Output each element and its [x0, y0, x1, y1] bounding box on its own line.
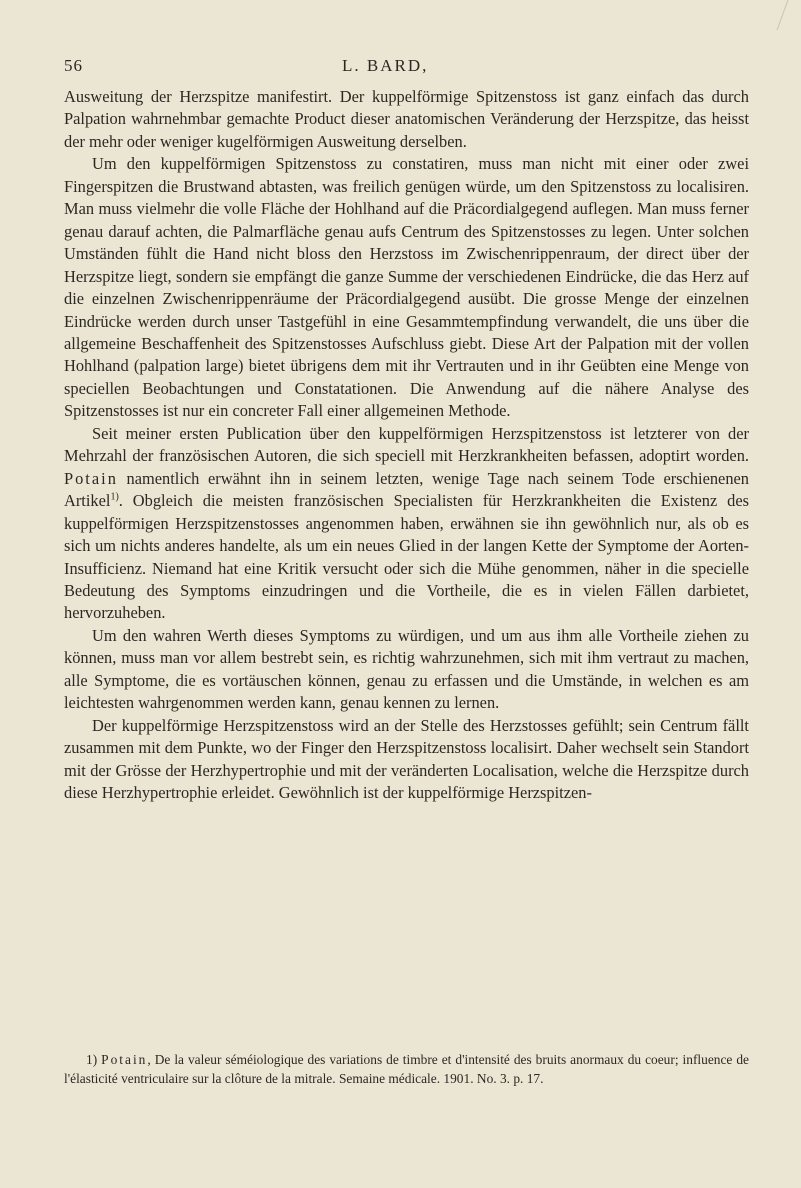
footnote — [64, 1050, 749, 1088]
paragraph — [64, 423, 749, 625]
page-number: 56 — [64, 56, 83, 75]
footnote-text — [64, 1050, 749, 1088]
paragraph-text: . Obgleich die meisten französischen Specialisten für Herzkrankheiten die Existenz des kuppelförmigen Herzspitzenstosses angenommen haben, erwähnen sie ihn gewöhnlich nur, als ob es sich um nichts anderes handelte, als um ein neues Glied in der langen Kette der Symptome der Aorten-Insufficienz. Niemand hat eine Kritik versucht oder sich die Mühe genommen, näher in die specielle Bedeutung des Symptoms einzudringen und die Vortheile, die es in vielen Fällen darbietet, hervorzuheben. — [64, 491, 749, 623]
page-corner-fold — [777, 0, 801, 30]
paragraph: Ausweitung der Herzspitze manifestirt. Der kuppelförmige Spitzenstoss ist ganz einfach das durch Palpation wahrnehmbar gemachte Product dieser anatomischen Veränderung der Herzspitze, das heisst der mehr oder weniger kugelförmigen Ausweitung derselben. — [64, 87, 749, 151]
author-name: Potain — [64, 468, 118, 488]
footnote-citation: , De la valeur séméiologique des variations de timbre et d'intensité des bruits anormaux du coeur; influence de l'élasticité ventriculaire sur la clôture de la mitrale. Semaine médicale. 1901. No. 3. p. 17. — [64, 1052, 749, 1086]
paragraph-text: Seit meiner ersten Publication über den kuppelförmigen Herzspitzenstoss ist letzterer von der Mehrzahl der französischen Autoren, die sich speciell mit Herzkrankheiten befassen, adoptirt worden. — [64, 423, 749, 466]
paragraph-text: namentlich erwähnt ihn in seinem letzten, wenige Tage nach seinem Tode erschienenen Artikel — [64, 468, 749, 511]
footnote-author: Potain — [101, 1052, 148, 1067]
running-head: L. BARD, — [342, 56, 429, 75]
body-text — [64, 86, 749, 805]
paragraph: Um den kuppelförmigen Spitzenstoss zu constatiren, muss man nicht mit einer oder zwei Fingerspitzen die Brustwand abtasten, was freilich genügen würde, um den Spitzenstoss zu localisiren. Man muss vielmehr die volle Fläche der Hohlhand auf die Präcordialgegend auflegen. Man muss ferner genau darauf achten, die Palmarfläche genau aufs Centrum des Spitzenstosses zu legen. Unter solchen Umständen fühlt die Hand nicht bloss den Herzstoss im Zwischenrippenraum, der direct über der Herzspitze liegt, sondern sie empfängt die ganze Summe der verschiedenen Eindrücke, die das Herz auf die einzelnen Zwischenrippenräume der Präcordialgegend ausübt. Die grosse Menge der einzelnen Eindrücke werden durch unser Tastgefühl in eine Gesammtempfindung verwandelt, die uns über die allgemeine Beschaffenheit des Spitzenstosses Aufschluss giebt. Diese Art der Palpation mit der vollen Hohlhand (palpation large) bietet übrigens dem mit ihr Vertrauten und in ihr Geübten eine Menge von speciellen Beobachtungen und Constatationen. Die Anwendung auf die nähere Analyse des Spitzenstosses ist nur ein concreter Fall einer allgemeinen Methode. — [64, 154, 749, 421]
paragraph: Der kuppelförmige Herzspitzenstoss wird an der Stelle des Herzstosses gefühlt; sein Centrum fällt zusammen mit dem Punkte, wo der Finger den Herzspitzenstoss localisirt. Daher wechselt sein Standort mit der Grösse der Herzhypertrophie und mit der veränderten Localisation, welche die Herzspitze durch diese Herzhypertrophie erleidet. Gewöhnlich ist der kuppelförmige Herzspitzen- — [64, 715, 749, 803]
footnote-reference: 1) — [110, 491, 119, 503]
page-header — [64, 56, 744, 80]
footnote-marker: 1) — [86, 1052, 98, 1067]
paragraph: Um den wahren Werth dieses Symptoms zu würdigen, und um aus ihm alle Vortheile ziehen zu können, muss man vor allem bestrebt sein, es richtig wahrzunehmen, sich mit ihm vertraut zu machen, alle Symptome, die es vortäuschen können, genau zu erfassen und die Umstände, in welchen es am leichtesten wahrgenommen werden kann, genau kennen zu lernen. — [64, 625, 749, 713]
